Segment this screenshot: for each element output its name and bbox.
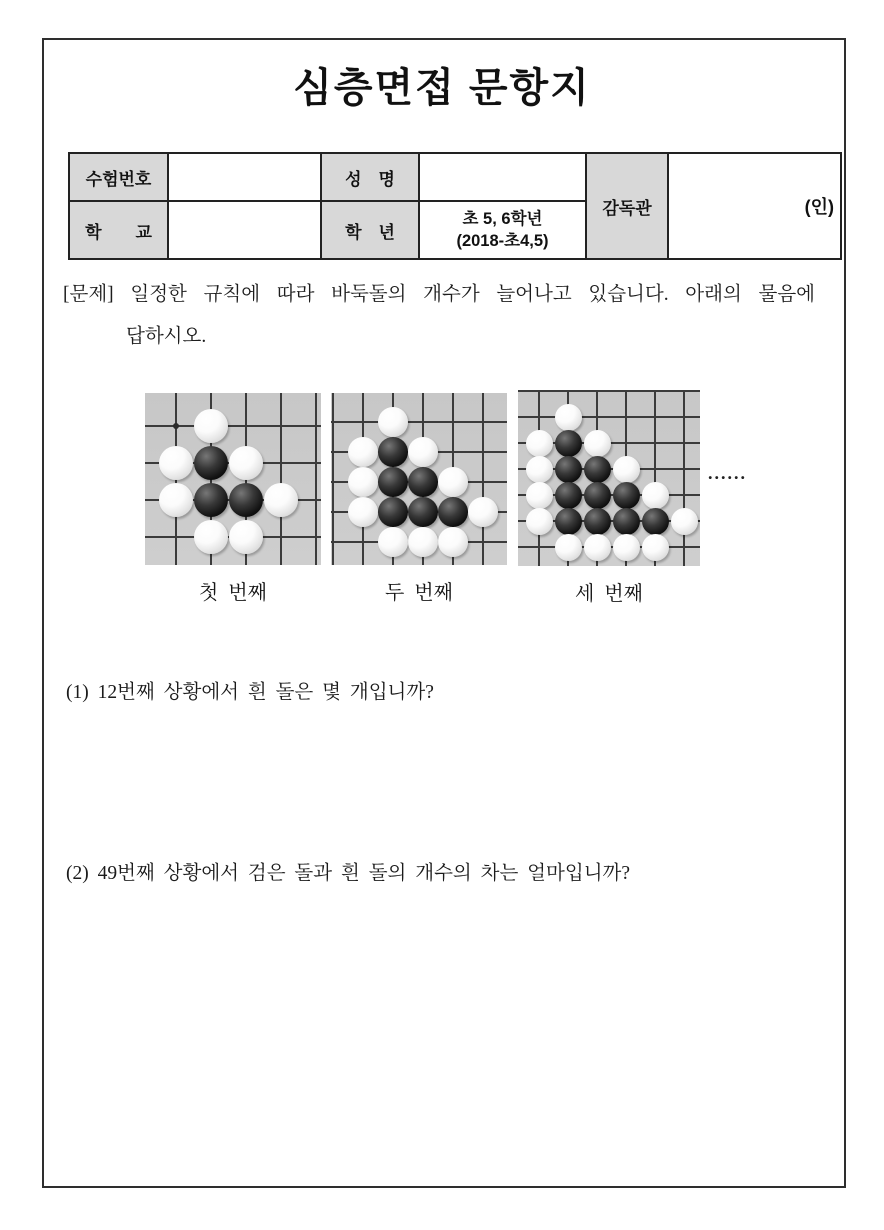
grade-line1: 초 5, 6학년 <box>462 209 543 228</box>
white-stone <box>194 409 228 443</box>
black-stone <box>194 483 228 517</box>
school-field <box>168 201 321 259</box>
exam-number-field <box>168 153 321 201</box>
black-stone <box>584 482 611 509</box>
star-point <box>173 423 179 429</box>
white-stone <box>555 534 582 561</box>
black-stone <box>555 508 582 535</box>
board-grid-line <box>518 390 700 392</box>
white-stone <box>671 508 698 535</box>
black-stone <box>613 508 640 535</box>
figure-3 <box>518 390 700 606</box>
black-stone <box>584 508 611 535</box>
figure-2 <box>331 393 507 605</box>
board-grid-line <box>315 393 317 565</box>
black-stone <box>438 497 468 527</box>
problem-text: 일정한 규칙에 따라 바둑돌의 개수가 늘어나고 있습니다. 아래의 물음에 <box>130 284 815 305</box>
problem-line-2: 답하시오. <box>126 326 207 347</box>
white-stone <box>642 534 669 561</box>
black-stone <box>555 482 582 509</box>
black-stone <box>229 483 263 517</box>
white-stone <box>229 446 263 480</box>
page-title: 심층면접 문항지 <box>293 66 591 110</box>
question-1: (1) 12번째 상황에서 흰 돌은 몇 개입니까? <box>66 682 434 703</box>
go-board-3 <box>518 390 700 566</box>
board-grid-line <box>331 421 507 423</box>
black-stone <box>378 437 408 467</box>
white-stone <box>159 446 193 480</box>
white-stone <box>159 483 193 517</box>
go-board-1 <box>145 393 321 565</box>
figure-1-label: 첫 번째 <box>199 582 267 604</box>
white-stone <box>438 527 468 557</box>
black-stone <box>378 467 408 497</box>
black-stone <box>408 497 438 527</box>
label-name: 성 명 <box>321 153 419 201</box>
white-stone <box>438 467 468 497</box>
white-stone <box>408 437 438 467</box>
white-stone <box>526 482 553 509</box>
figure-3-label: 세 번째 <box>575 583 643 605</box>
white-stone <box>584 430 611 457</box>
info-table <box>68 152 842 260</box>
question-2: (2) 49번째 상황에서 검은 돌과 흰 돌의 개수의 차는 얼마입니까? <box>66 863 631 884</box>
white-stone <box>584 534 611 561</box>
white-stone <box>613 534 640 561</box>
white-stone <box>526 456 553 483</box>
white-stone <box>468 497 498 527</box>
board-grid-line <box>280 393 282 565</box>
label-proctor: 감독관 <box>586 153 668 259</box>
white-stone <box>526 508 553 535</box>
continuation-dots: ...... <box>708 463 747 483</box>
problem-statement <box>63 283 815 349</box>
white-stone <box>408 527 438 557</box>
white-stone <box>378 407 408 437</box>
figure-1 <box>145 393 321 605</box>
grade-value-cell <box>419 201 586 259</box>
white-stone <box>555 404 582 431</box>
black-stone <box>378 497 408 527</box>
board-grid-line <box>518 416 700 418</box>
board-grid-line <box>145 425 321 427</box>
white-stone <box>348 437 378 467</box>
black-stone <box>584 456 611 483</box>
white-stone <box>642 482 669 509</box>
white-stone <box>229 520 263 554</box>
label-school: 학 교 <box>69 201 168 259</box>
problem-line-1 <box>63 283 815 307</box>
grade-line2: (2018-초4,5) <box>456 232 549 250</box>
black-stone <box>555 456 582 483</box>
black-stone <box>555 430 582 457</box>
board-grid-line <box>332 393 334 565</box>
proctor-seal-cell: (인) <box>668 153 841 259</box>
black-stone <box>613 482 640 509</box>
name-field <box>419 153 586 201</box>
label-exam-number: 수험번호 <box>69 153 168 201</box>
board-grid-line <box>482 393 484 565</box>
problem-tag: [문제] <box>63 284 114 305</box>
white-stone <box>348 467 378 497</box>
white-stone <box>526 430 553 457</box>
black-stone <box>194 446 228 480</box>
white-stone <box>194 520 228 554</box>
white-stone <box>264 483 298 517</box>
white-stone <box>613 456 640 483</box>
white-stone <box>378 527 408 557</box>
label-grade: 학 년 <box>321 201 419 259</box>
black-stone <box>408 467 438 497</box>
figure-2-label: 두 번째 <box>385 582 453 604</box>
black-stone <box>642 508 669 535</box>
white-stone <box>348 497 378 527</box>
go-board-2 <box>331 393 507 565</box>
